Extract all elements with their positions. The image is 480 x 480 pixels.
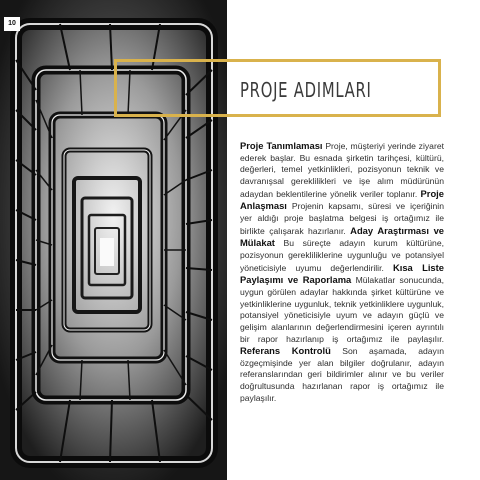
- section-text-kisa-liste: Mülakatlar sonucunda, uygun görülen adaylar hakkında şirket kültürüne ve yetkinliklerine uygunluk, teknik yetkinliklere uygunluk, potansiyel yöneticisiyle uyum ve adayın güçlü ve gelişim alanlarının değerlendirmesini içeren ayrıntılı bir rapor hazırlanıp iş ortağımız ile paylaşılır.: [240, 275, 444, 344]
- section-text-referans-kontrolu: Son aşamada, adayın özgeçmişinde yer alan bilgiler doğrulanır, adayın referanslarından geri bildirimler alınır ve bu veriler doğrultusunda hazırlanan rapor iş ortağımız ile paylaşılır.: [240, 346, 445, 403]
- section-heading-aday-arastirmasi: Aday Araştırması ve Mülakat: [240, 224, 445, 249]
- section-text-proje-tanimlamasi: Proje, müşteriyi yerinde ziyaret ederek başlar. Bu esnada şirketin tarihçesi, kültürü, değerleri, temel yetkinlikleri, pozisyonun teknik ve davranışsal gereklilikleri ve işe alım müdürünün adaydan beklentilerine yönelik veriler toplanır.: [240, 141, 444, 199]
- page-title: PROJE ADIMLARI: [240, 78, 372, 102]
- section-text-proje-anlasmasi: Projenin kapsamı, süresi ve içeriğinin yer aldığı proje başlatma belgesi iş ortağımız ile birlikte çalışarak hazırlanır.: [240, 201, 444, 236]
- section-heading-proje-anlasmasi: Proje Anlaşması: [240, 187, 444, 212]
- page-number: 10: [4, 17, 20, 31]
- body-text: [240, 140, 444, 404]
- section-heading-proje-tanimlamasi: Proje Tanımlaması: [240, 140, 323, 151]
- section-text-aday-arastirmasi: Bu süreçte adayın kurum kültürüne, pozisyonun gerekliliklerine uygunluğu ve potansiyel yöneticisiyle uyumu değerlendirilir.: [240, 238, 444, 273]
- section-heading-kisa-liste: Kısa Liste Paylaşımı ve Raporlama: [240, 261, 444, 286]
- section-heading-referans-kontrolu: Referans Kontrolü: [240, 345, 331, 357]
